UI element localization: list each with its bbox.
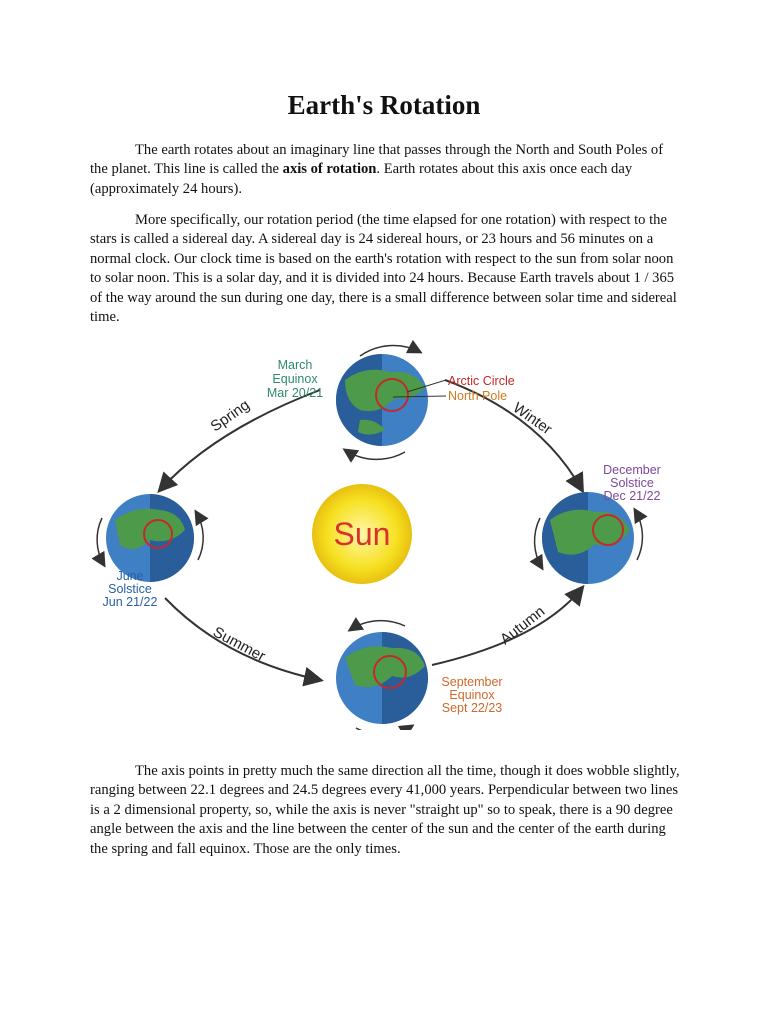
earth-june-solstice — [97, 494, 203, 582]
season-label-summer: Summer — [210, 623, 269, 666]
march-label-line2: Equinox — [272, 372, 318, 386]
page-title: Earth's Rotation — [287, 90, 481, 120]
december-label-line1: December — [603, 463, 661, 477]
june-label-line3: Jun 21/22 — [102, 595, 158, 609]
september-label-line2: Equinox — [449, 688, 495, 702]
march-label-line1: March — [277, 358, 313, 372]
paragraph-axis-wobble: The axis points in pretty much the same direction all the time, though it does wobble slightly, ranging between 22.1 degrees and 24.5 degrees every 41,000 years. Perpendicular between two lines is a 2 dimensional property, so, while the axis is never "straight up" so to speak, there is a 90 degree angle between the axis and the line between the center of the sun and the center of the earth during the spring and fall equinox. Those are the only times. — [90, 763, 680, 857]
september-equinox-label — [441, 675, 502, 715]
earth-march-equinox — [336, 345, 428, 459]
paragraph-sidereal-day: More specifically, our rotation period (the time elapsed for one rotation) with respect to the stars is called a sidereal day. A sidereal day is 24 sidereal hours, or 23 hours and 56 minutes on a normal clock. Our clock time is based on the earth's rotation with respect to the sun from solar noon to solar noon. This is a solar day, and it is divided into 24 hours. Because Earth travels about 1 / 365 of the way around the sun during one day, there is a small difference between solar time and sidereal time. — [90, 212, 677, 326]
december-label-line3: Dec 21/22 — [603, 489, 661, 503]
arctic-circle-label: Arctic Circle — [448, 374, 515, 388]
paragraph-axis-of-rotation — [90, 141, 680, 199]
earth-orbit-diagram — [0, 340, 768, 730]
season-label-autumn: Autumn — [496, 602, 549, 649]
paragraph-text: The earth rotates about an imaginary line that passes through the North and South Poles of the planet. This line is called the — [90, 142, 664, 178]
bold-term-axis-of-rotation: axis of rotation — [282, 161, 377, 178]
december-label-line2: Solstice — [610, 476, 654, 490]
march-equinox-label — [267, 358, 323, 400]
season-label-winter: Winter — [509, 399, 555, 439]
sun — [312, 484, 412, 584]
december-solstice-label — [603, 463, 661, 503]
march-label-line3: Mar 20/21 — [266, 386, 324, 400]
sun-label: Sun — [333, 516, 391, 552]
september-label-line1: September — [441, 675, 503, 689]
season-label-spring: Spring — [207, 396, 253, 436]
paragraph-text: . Earth rotates about this axis once each day (approximately 24 hours). — [90, 161, 633, 197]
earth-september-equinox — [336, 621, 428, 730]
june-label-line2: Solstice — [108, 582, 152, 596]
earth-december-solstice — [535, 492, 643, 584]
june-label-line1: June — [116, 569, 144, 583]
north-pole-label: North Pole — [448, 389, 508, 403]
september-label-line3: Sept 22/23 — [441, 701, 503, 715]
